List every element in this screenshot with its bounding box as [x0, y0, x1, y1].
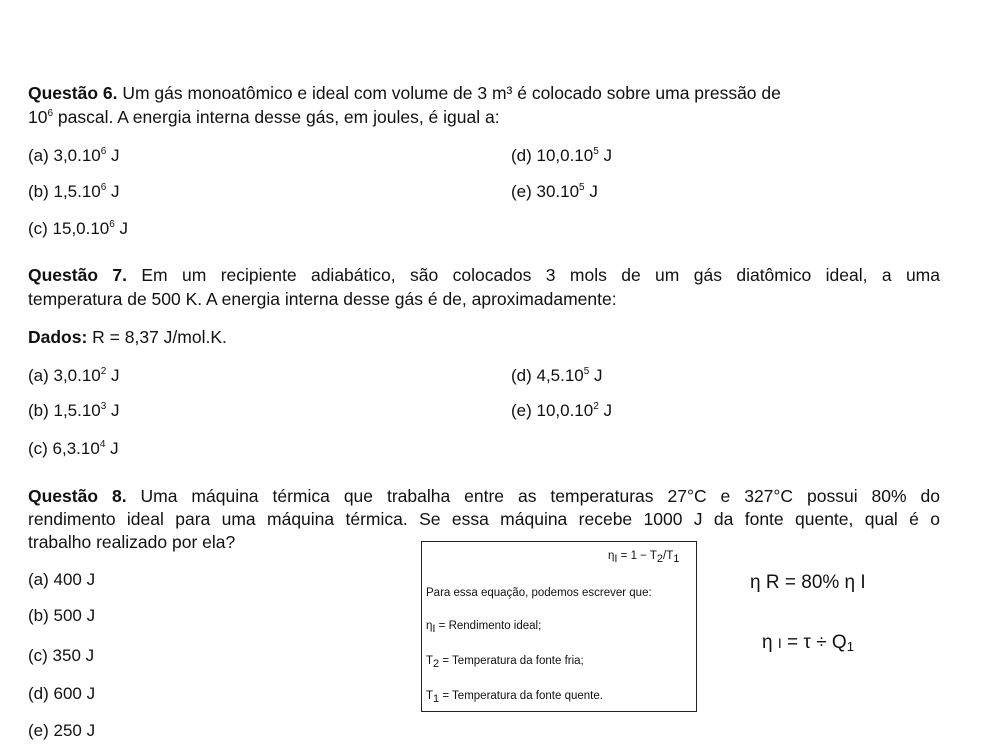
def-subscript: 2	[433, 658, 440, 670]
q6-option-c[interactable]	[28, 219, 128, 239]
option-exp: 2	[593, 401, 599, 412]
q8-line2: rendimento ideal para uma máquina térmica. Se essa máquina recebe 1000 J da fonte quente, qual é o	[28, 509, 940, 529]
eta-subscript: I	[777, 635, 782, 651]
option-unit: J	[589, 366, 603, 385]
equation-middle: = 1 − T	[617, 550, 657, 562]
q6-title: Questão 6.	[28, 83, 118, 103]
option-unit: J	[598, 146, 613, 165]
q7-line2: temperatura de 500 K. A energia interna desse gás é de, aproximadamente:	[28, 289, 617, 309]
equation-divisor: /T	[663, 550, 674, 562]
q7-text-1: Em um recipiente adiabático, são colocados 3 mols de um gás diatômico ideal, a uma	[127, 265, 940, 285]
option-unit: J	[106, 366, 120, 385]
option-exp: 5	[593, 146, 599, 157]
equation-rest: = τ ÷ Q	[781, 632, 847, 653]
q7-line1	[28, 265, 940, 286]
option-label: (b) 1,5.10	[28, 401, 101, 420]
def-subscript: 1	[433, 693, 440, 705]
eta-symbol: η	[750, 572, 761, 593]
def-text: = Rendimento ideal;	[435, 620, 542, 632]
q8-option-e[interactable]: (e) 250 J	[28, 721, 96, 740]
def-text: = Temperatura da fonte fria;	[439, 655, 584, 667]
option-exp: 3	[100, 401, 107, 412]
option-exp: 5	[579, 182, 585, 193]
option-unit: J	[106, 146, 120, 165]
q7-option-c[interactable]	[28, 439, 119, 459]
eta-subscript: R	[765, 572, 780, 593]
q6-pressure-base: 10	[28, 107, 48, 127]
eta-subscript-2: I	[860, 572, 866, 593]
side-equation-real-efficiency	[750, 572, 866, 594]
q7-dados-value: R = 8,37 J/mol.K.	[87, 327, 227, 347]
q7-dados-label: Dados:	[28, 327, 88, 347]
def-symbol: T	[426, 690, 434, 702]
option-unit: J	[114, 219, 129, 238]
option-label: (e) 30.10	[511, 182, 580, 201]
q6-text-2: pascal. A energia interna desse gás, em joules, é igual a:	[53, 107, 500, 127]
q8-line1	[28, 486, 940, 507]
q7-title: Questão 7.	[28, 265, 127, 285]
q6-option-a[interactable]	[28, 146, 120, 166]
q7-option-e[interactable]	[511, 401, 612, 421]
q8-line3: trabalho realizado por ela?	[28, 532, 236, 552]
def-eta-ideal	[426, 620, 542, 635]
q7-dados	[28, 327, 227, 348]
q8-option-a[interactable]: (a) 400 J	[28, 570, 96, 589]
option-label: (d) 10,0.10	[511, 146, 594, 165]
q6-text-1: Um gás monoatômico e ideal com volume de 3 m³ é colocado sobre uma pressão de	[117, 83, 781, 103]
def-symbol: η	[426, 620, 433, 632]
t1-subscript: 1	[673, 553, 680, 565]
def-symbol: T	[426, 655, 434, 667]
q6-option-b[interactable]	[28, 182, 120, 202]
def-t2	[426, 655, 584, 670]
q8-option-c[interactable]: (c) 350 J	[28, 646, 95, 665]
option-label: (c) 6,3.10	[28, 439, 100, 458]
option-unit: J	[105, 439, 119, 458]
def-t1	[426, 690, 603, 705]
eta-subscript: I	[614, 553, 618, 565]
option-exp: 5	[583, 366, 590, 377]
ideal-efficiency-equation	[608, 550, 680, 565]
option-label: (d) 4,5.10	[511, 366, 584, 385]
option-label: (a) 3,0.10	[28, 366, 101, 385]
option-unit: J	[584, 182, 598, 201]
q6-pressure-exp: 6	[47, 108, 54, 119]
formula-box	[421, 541, 697, 712]
option-exp: 4	[99, 439, 106, 450]
option-label: (a) 3,0.10	[28, 146, 101, 165]
option-exp: 2	[100, 366, 107, 377]
option-unit: J	[106, 401, 120, 420]
t2-subscript: 2	[656, 553, 664, 565]
q8-text-1: Uma máquina térmica que trabalha entre as temperaturas 27°C e 327°C possui 80% do	[126, 486, 940, 506]
q8-option-b[interactable]: (b) 500 J	[28, 606, 96, 625]
q6-option-d[interactable]	[511, 146, 612, 166]
q8-option-d[interactable]: (d) 600 J	[28, 684, 96, 703]
option-exp: 6	[100, 146, 107, 157]
option-label: (e) 10,0.10	[511, 401, 594, 420]
option-unit: J	[598, 401, 613, 420]
option-label: (b) 1,5.10	[28, 182, 101, 201]
q7-option-d[interactable]	[511, 366, 603, 386]
q6-line1	[28, 83, 781, 104]
option-exp: 6	[109, 219, 115, 230]
def-subscript: I	[432, 623, 436, 635]
eta-symbol: η	[762, 632, 773, 653]
side-equation-work	[762, 632, 854, 654]
q-subscript: 1	[846, 639, 854, 654]
eta-symbol: η	[608, 550, 615, 562]
q8-title: Questão 8.	[28, 486, 127, 506]
q6-line2	[28, 107, 500, 128]
q6-option-e[interactable]	[511, 182, 598, 202]
def-text: = Temperatura da fonte quente.	[439, 690, 603, 702]
option-label: (c) 15,0.10	[28, 219, 110, 238]
q7-option-a[interactable]	[28, 366, 120, 386]
option-exp: 6	[100, 182, 107, 193]
option-unit: J	[106, 182, 120, 201]
q7-option-b[interactable]	[28, 401, 120, 421]
formula-intro: Para essa equação, podemos escrever que:	[426, 587, 652, 599]
equation-rest: = 80% η	[779, 572, 856, 593]
